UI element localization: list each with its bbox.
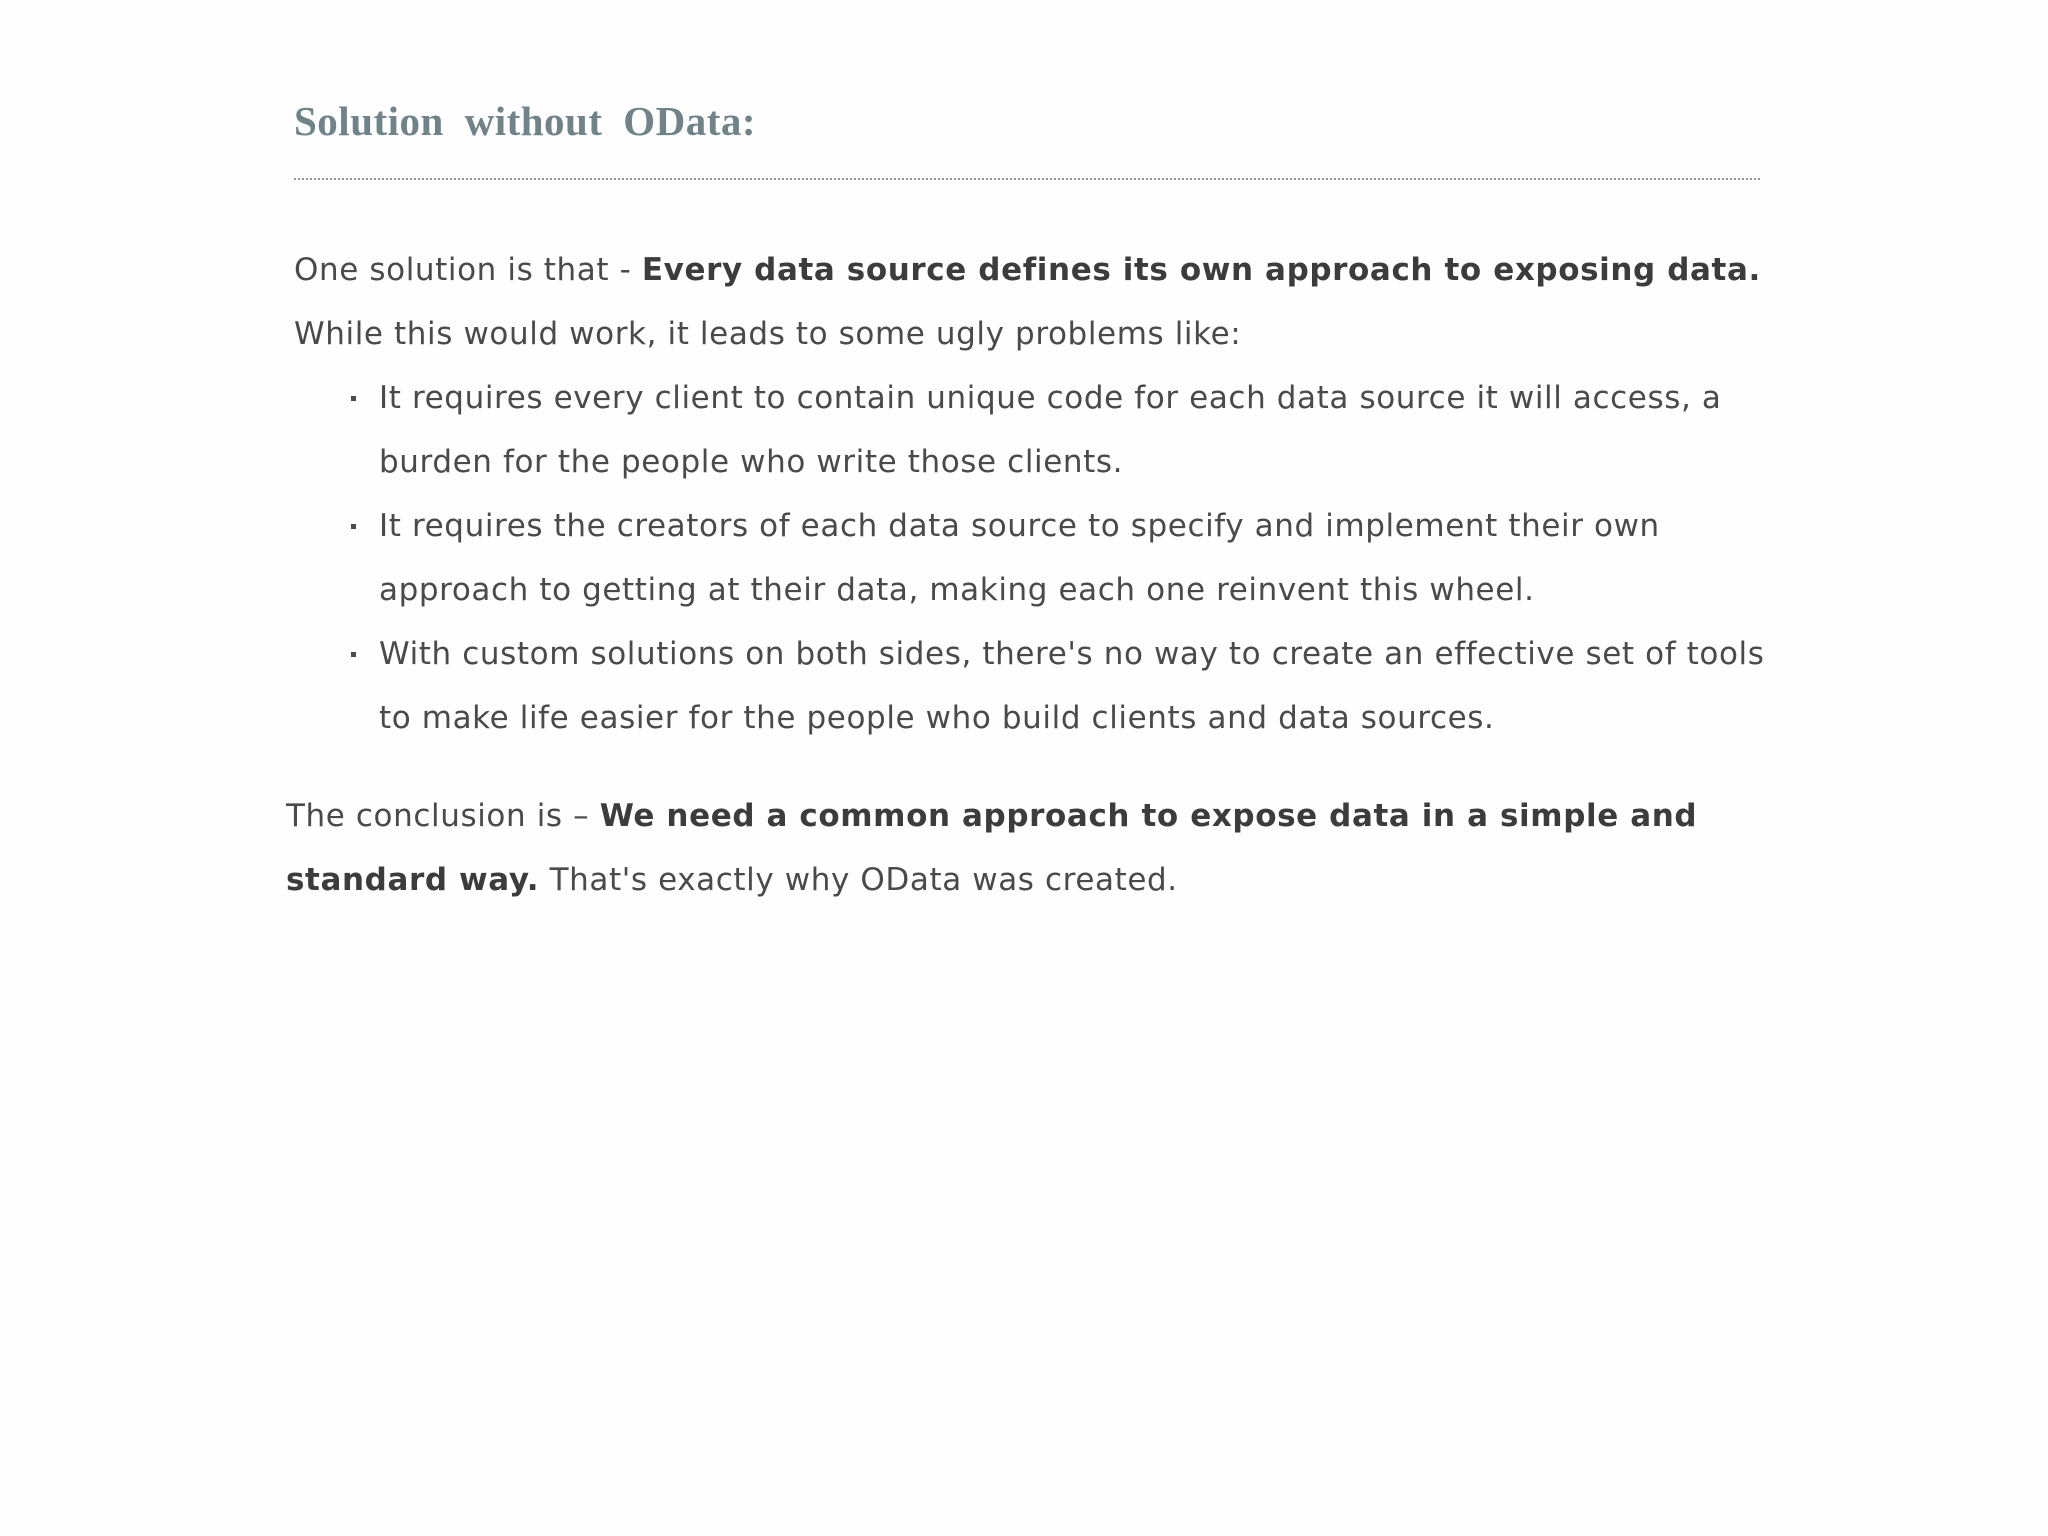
section-heading: Solution without OData: [294, 98, 757, 144]
bullet-icon [351, 652, 356, 657]
list-item [346, 622, 1766, 750]
conclusion-paragraph [286, 784, 1766, 912]
conclusion-prefix: The conclusion is – [286, 798, 600, 834]
intro-paragraph [294, 238, 1774, 366]
list-item-text: It requires the creators of each data source to specify and implement their own approach to getting at their data, making each one reinvent this wheel. [379, 508, 1660, 608]
intro-line-2: While this would work, it leads to some ugly problems like: [294, 316, 1242, 352]
list-item-text: It requires every client to contain unique code for each data source it will access, a burden for the people who write those clients. [379, 380, 1722, 480]
list-item [346, 494, 1766, 622]
bullet-icon [351, 524, 356, 529]
intro-prefix: One solution is that - [294, 252, 642, 288]
bullet-icon [351, 396, 356, 401]
problems-list [346, 366, 1766, 750]
list-item [346, 366, 1766, 494]
intro-bold-statement: Every data source defines its own approach to exposing data. [641, 252, 1761, 288]
list-item-text: With custom solutions on both sides, there's no way to create an effective set of tools to make life easier for the people who build clients and data sources. [379, 636, 1765, 736]
dotted-divider [294, 178, 1760, 180]
conclusion-suffix: That's exactly why OData was created. [539, 862, 1178, 898]
conclusion-bold-statement: We need a common approach to expose data in a simple and standard way. [286, 798, 1698, 898]
